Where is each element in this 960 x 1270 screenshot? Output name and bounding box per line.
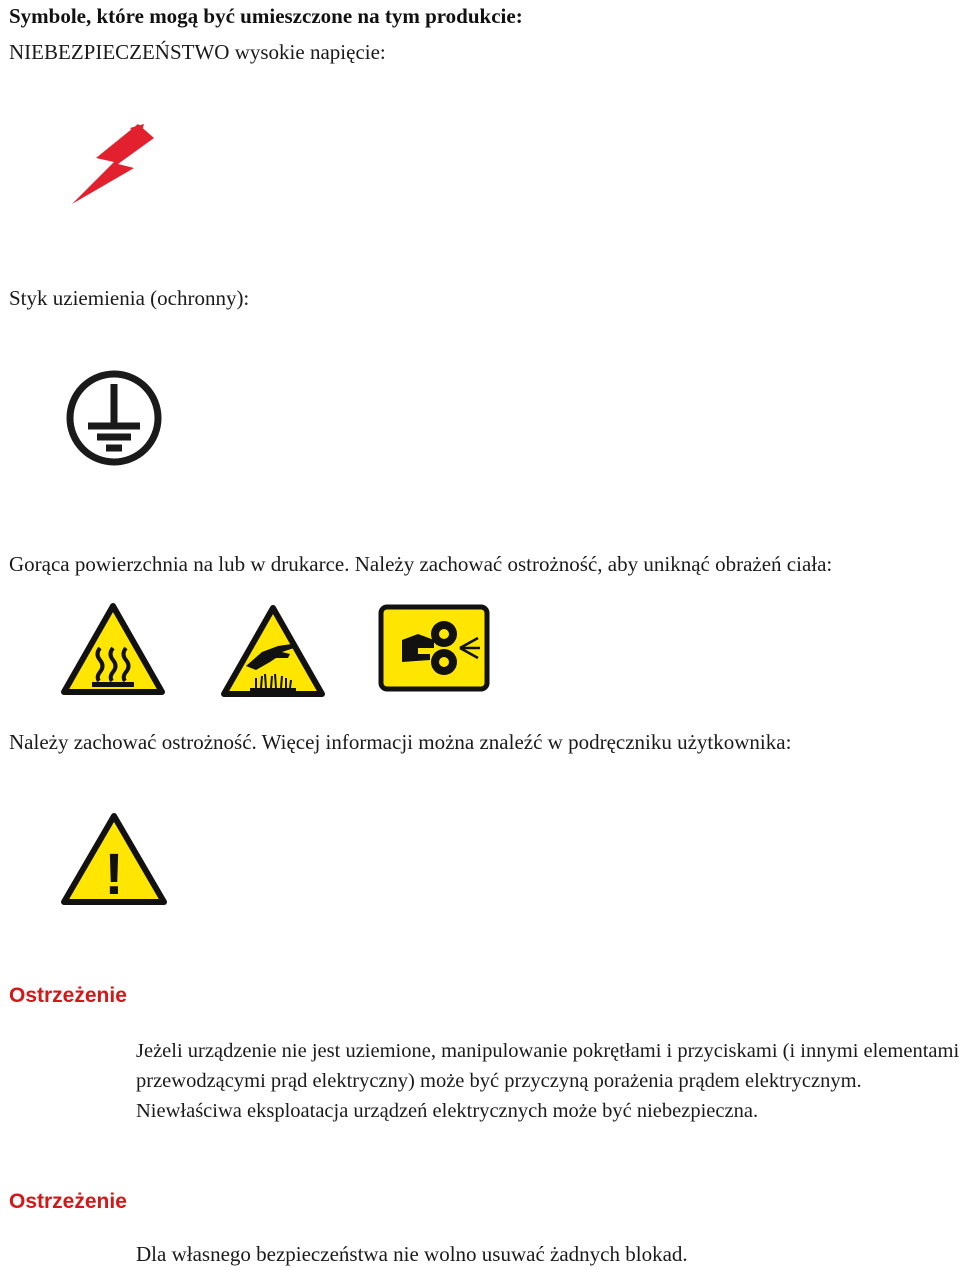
high-voltage-label: NIEBEZPIECZEŃSTWO wysokie napięcie:: [9, 40, 386, 64]
protective-earth-icon: [64, 368, 164, 468]
burn-hazard-icon: [220, 604, 326, 698]
hot-surface-label: Gorąca powierzchnia na lub w drukarce. Należy zachować ostrożność, aby uniknąć obrażeń ciała:: [9, 552, 833, 576]
caution-mark: !: [104, 842, 124, 906]
caution-label: Należy zachować ostrożność. Więcej informacji można znaleźć w podręczniku użytkownika:: [9, 730, 792, 754]
warning-label-2: Ostrzeżenie: [9, 1190, 127, 1213]
page-title: Symbole, które mogą być umieszczone na tym produkcie:: [9, 4, 523, 28]
hot-surface-icon: [60, 602, 166, 696]
caution-exclamation-icon: [60, 812, 168, 906]
pinch-rollers-icon: [378, 604, 490, 692]
ground-label: Styk uziemienia (ochronny):: [9, 286, 250, 310]
lightning-bolt-icon: [70, 120, 160, 206]
warning-text-1: Jeżeli urządzenie nie jest uziemione, manipulowanie pokrętłami i przyciskami (i innymi elementami przewodzącymi prąd elektryczny) może być przyczyną porażenia prądem elektrycznym. Niewłaściwa eksploatacja urządzeń elektrycznych może być niebezpieczna.: [136, 1040, 960, 1122]
warning-text-2: Dla własnego bezpieczeństwa nie wolno usuwać żadnych blokad.: [136, 1242, 688, 1266]
warning-label-1: Ostrzeżenie: [9, 984, 127, 1007]
